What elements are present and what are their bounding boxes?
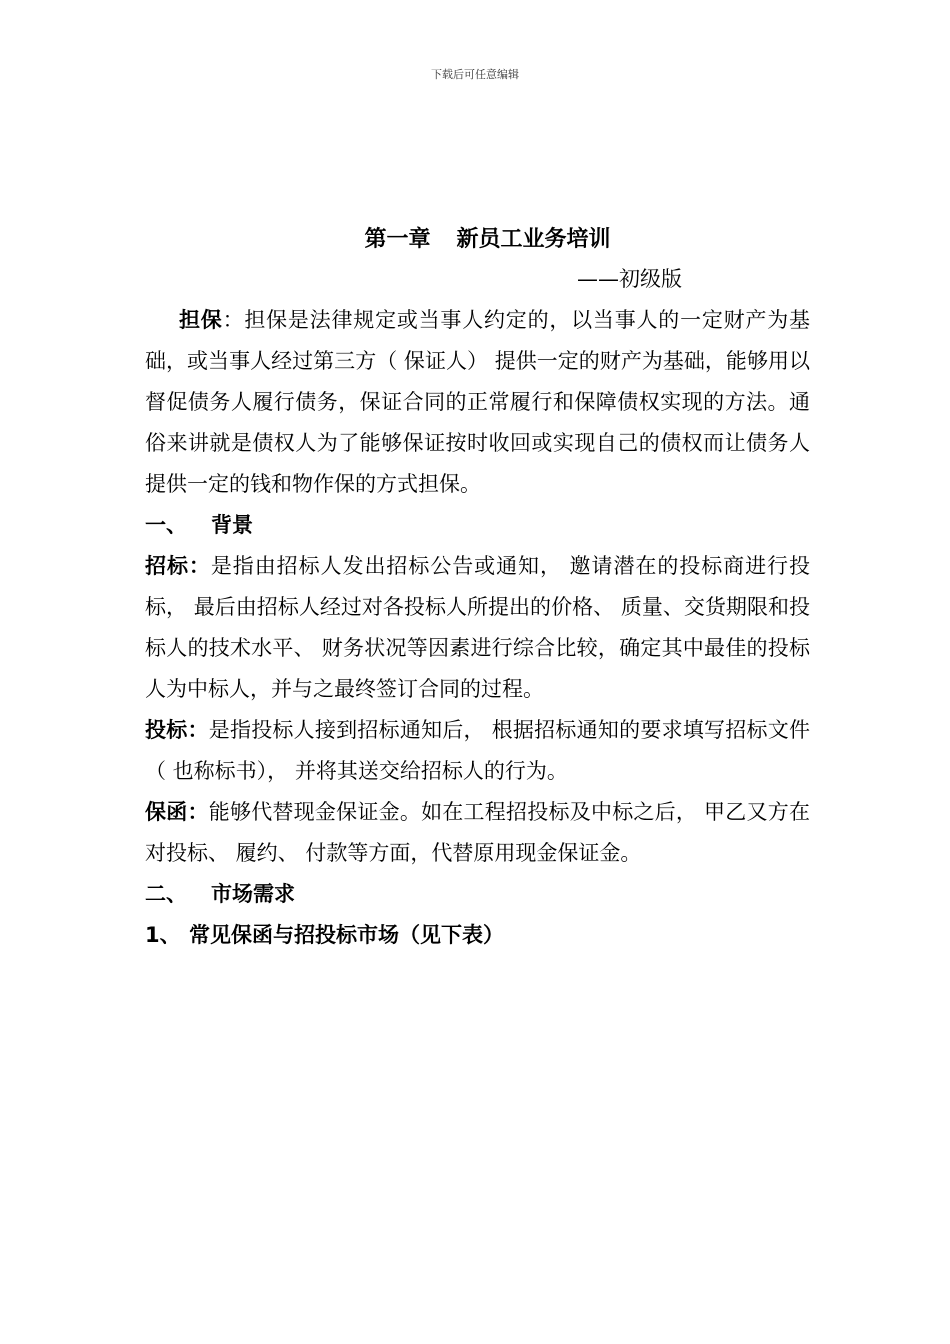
section-heading-background <box>145 505 810 546</box>
chapter-name: 新员工业务培训 <box>456 227 611 252</box>
section-title: 背景 <box>211 513 253 537</box>
bidding-text: 是指由招标人发出招标公告或通知， 邀请潜在的投标商进行投标， 最后由招标人经过对各投标人所提出的价格、 质量、交货期限和投标人的技术水平、 财务状况等因素进行综合比较，确定其中最佳的投标人为中标人，并与之最终签订合同的过程。 <box>145 554 810 701</box>
tender-term: 投标： <box>145 718 209 742</box>
bidding-term: 招标： <box>145 554 211 578</box>
chapter-subtitle: ——初级版 <box>577 267 682 291</box>
document-body <box>145 222 810 956</box>
subsection-title: 常见保函与招投标市场（见下表） <box>189 923 504 947</box>
letter-text: 能够代替现金保证金。如在工程招投标及中标之后， 甲乙又方在对投标、 履约、 付款等方面，代替原用现金保证金。 <box>145 800 810 865</box>
section-title: 市场需求 <box>211 882 295 906</box>
tender-text: 是指投标人接到招标通知后， 根据招标通知的要求填写招标文件（ 也称标书）， 并将其送交给招标人的行为。 <box>145 718 810 783</box>
tender-paragraph <box>145 710 810 792</box>
letter-term: 保函： <box>145 800 209 824</box>
section-heading-market <box>145 874 810 915</box>
chapter-title <box>165 222 810 258</box>
guarantee-text: ：担保是法律规定或当事人约定的，以当事人的一定财产为基础，或当事人经过第三方（ 保证人） 提供一定的财产为基础，能够用以督促债务人履行债务，保证合同的正常履行和保障债权实现的方法。通俗来讲就是债权人为了能够保证按时收回或实现自己的债权而让债务人提供一定的钱和物作保的方式担保。 <box>145 308 811 496</box>
subsection-heading <box>145 915 810 956</box>
section-number: 一、 <box>145 513 187 537</box>
page-header-note: 下载后可任意编辑 <box>431 68 519 81</box>
subsection-number: 1、 <box>145 923 181 947</box>
chapter-number: 第一章 <box>364 227 431 252</box>
bidding-paragraph <box>145 546 810 710</box>
letter-paragraph <box>145 792 810 874</box>
guarantee-term: 担保 <box>179 308 223 332</box>
section-number: 二、 <box>145 882 187 906</box>
guarantee-paragraph <box>145 300 810 505</box>
